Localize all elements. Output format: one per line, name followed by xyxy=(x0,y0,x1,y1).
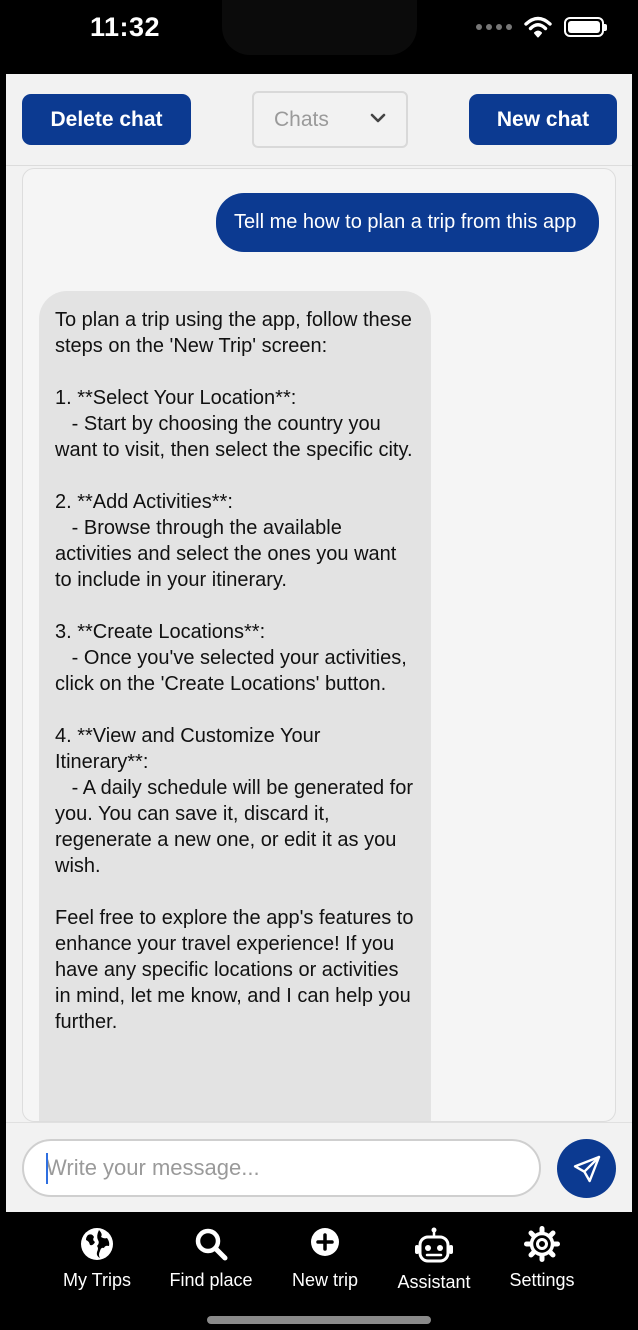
chevron-down-icon xyxy=(370,113,386,123)
tab-settings[interactable] xyxy=(482,1226,602,1291)
tab-label: Find place xyxy=(169,1270,253,1290)
status-time: 11:32 xyxy=(90,12,161,42)
composer-bar xyxy=(6,1122,632,1212)
tab-label: New trip xyxy=(291,1270,358,1290)
assistant-message: To plan a trip using the app, follow these steps on the 'New Trip' screen: 1. **Select Your Location**: - Start by choosing the country you want to visit, then select the specific city. 2. **Add Activities**: - Browse through the available activities and select the ones you want to include in your itinerary. 3. **Create Locations**: - Once you've selected your activities, click on the 'Create Locations' button. 4. **View and Customize Your Itinerary**: - A daily schedule will be generated for you. You can save it, discard it, regenerate a new one, or edit it as you wish. Feel free to explore the app's features to enhance your travel experience! If you have any specific locations or activities in mind, let me know, and I can help you further. xyxy=(39,291,431,1122)
chats-dropdown[interactable] xyxy=(252,91,408,148)
bottom-tab-bar xyxy=(0,1212,638,1330)
chat-messages[interactable] xyxy=(22,168,616,1122)
message-input[interactable] xyxy=(22,1139,541,1197)
status-icons xyxy=(476,16,604,38)
text-cursor xyxy=(46,1153,48,1184)
delete-chat-button[interactable]: Delete chat xyxy=(22,94,191,145)
user-message: Tell me how to plan a trip from this app xyxy=(216,193,599,252)
signal-dots-icon xyxy=(476,24,512,30)
chat-toolbar xyxy=(6,74,632,166)
tab-label: My Trips xyxy=(62,1270,131,1290)
robot-icon xyxy=(414,1226,454,1264)
new-chat-button[interactable]: New chat xyxy=(469,94,617,145)
home-indicator[interactable] xyxy=(207,1316,431,1324)
send-icon xyxy=(571,1153,603,1185)
send-button[interactable] xyxy=(557,1139,616,1198)
gear-icon xyxy=(524,1226,560,1262)
battery-icon xyxy=(564,17,604,37)
chats-dropdown-value: Chats xyxy=(274,107,329,131)
wifi-icon xyxy=(524,16,552,38)
status-bar xyxy=(0,0,638,74)
tab-find-place[interactable] xyxy=(151,1226,271,1291)
tab-label: Settings xyxy=(509,1270,575,1290)
tab-label: Assistant xyxy=(397,1272,471,1292)
tab-new-trip[interactable] xyxy=(265,1226,385,1291)
dynamic-island xyxy=(222,0,417,55)
assistant-screen xyxy=(6,74,632,1212)
globe-icon xyxy=(79,1226,115,1262)
tab-assistant[interactable] xyxy=(374,1226,494,1293)
search-icon xyxy=(193,1226,229,1262)
tab-my-trips[interactable] xyxy=(37,1226,157,1291)
plus-circle-icon xyxy=(307,1226,343,1262)
